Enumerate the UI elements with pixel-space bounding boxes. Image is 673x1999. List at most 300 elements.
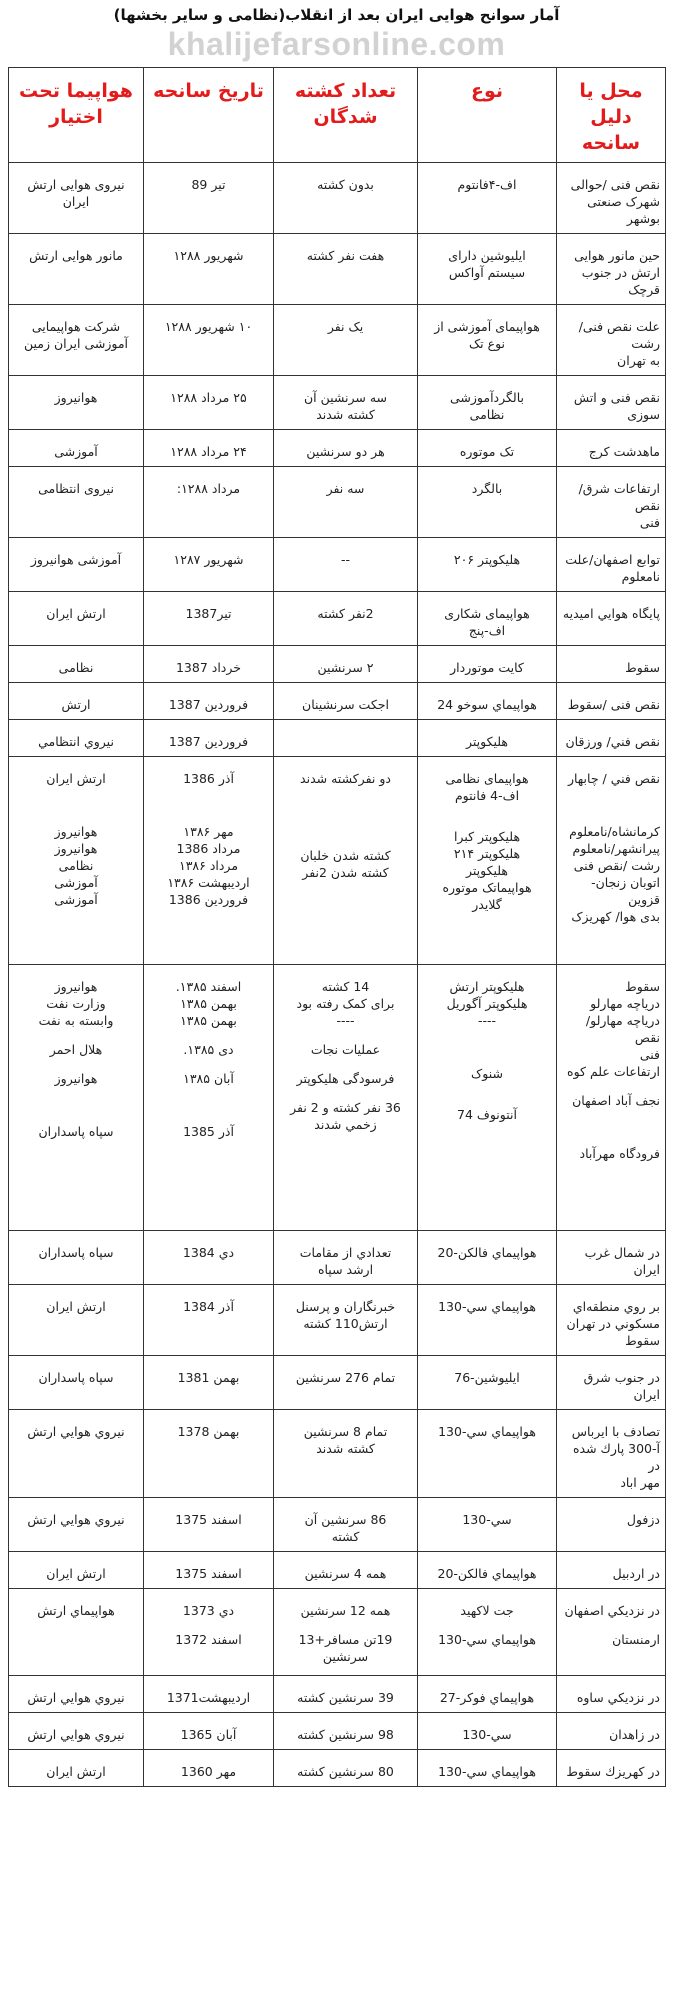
cell-fatalities bbox=[274, 646, 418, 683]
cell-line: شهریور ۱۲۸۸ bbox=[173, 248, 244, 263]
cell-line: شرکت هواپیمایی bbox=[31, 319, 121, 334]
cell-line bbox=[149, 787, 268, 799]
cell-line: نيروي انتظامي bbox=[38, 734, 114, 749]
cell-line: مهر اباد bbox=[620, 1475, 660, 1490]
table-row bbox=[9, 1552, 666, 1589]
cell-line bbox=[14, 811, 138, 823]
cell-line: هوانیروز bbox=[54, 824, 98, 839]
cell-line: سپاه پاسداران bbox=[38, 1124, 114, 1139]
cell-line: شهریور ۱۲۸۷ bbox=[173, 552, 244, 567]
cell-type bbox=[418, 1356, 557, 1410]
cell-line: تعدادي از مقامات bbox=[299, 1245, 392, 1260]
cell-type bbox=[418, 430, 557, 467]
cell-line: ارتش ایران bbox=[46, 771, 106, 786]
cell-line: در نزديكي ساوه bbox=[576, 1690, 660, 1705]
cell-operator bbox=[9, 467, 144, 538]
cell-line: سه سرنشین آن bbox=[303, 390, 388, 405]
cell-line: عملیات نجات bbox=[310, 1042, 381, 1057]
cell-type bbox=[418, 1285, 557, 1356]
cell-line: 80 سرنشين كشته bbox=[297, 1764, 394, 1779]
cell-type bbox=[418, 1552, 557, 1589]
cell-line: آ-300 پارك شده در bbox=[572, 1441, 660, 1473]
cell-line: بهمن 1381 bbox=[177, 1370, 240, 1385]
cell-line: علت نقص فنی/رشت bbox=[578, 319, 660, 351]
cell-location bbox=[557, 1410, 666, 1498]
cell-line bbox=[562, 1121, 660, 1133]
cell-line: 39 سرنشين كشته bbox=[297, 1690, 394, 1705]
cell-operator bbox=[9, 1356, 144, 1410]
cell-line: ماهدشت کرج bbox=[588, 444, 660, 459]
cell-line bbox=[279, 1058, 412, 1070]
table-row bbox=[9, 163, 666, 234]
cell-line: دی ۱۳۸۵. bbox=[183, 1042, 234, 1057]
cell-line: بدی هوا/ کهریزک bbox=[571, 909, 660, 924]
cell-line: هلیکوپتر ۲۱۴ bbox=[453, 846, 521, 861]
cell-fatalities bbox=[274, 1285, 418, 1356]
cell-line: آموزشی هوانیروز bbox=[30, 552, 122, 567]
cell-line: در جنوب شرق ايران bbox=[583, 1370, 660, 1402]
cell-operator bbox=[9, 163, 144, 234]
cell-line: شنوک bbox=[471, 1066, 503, 1081]
cell-line: جت لاكهيد bbox=[460, 1603, 514, 1618]
cell-type bbox=[418, 1231, 557, 1285]
cell-line bbox=[562, 799, 660, 811]
cell-line: مرداد ۱۲۸۸: bbox=[176, 481, 241, 496]
cell-line: نقص فني / چابهار bbox=[567, 771, 660, 786]
cell-line: فروردين 1387 bbox=[168, 734, 249, 749]
cell-line bbox=[562, 1133, 660, 1145]
cell-operator bbox=[9, 1285, 144, 1356]
cell-fatalities bbox=[274, 305, 418, 376]
cell-date bbox=[144, 430, 274, 467]
cell-location bbox=[557, 1356, 666, 1410]
cell-line: هواپيماي فوكر-27 bbox=[439, 1690, 535, 1705]
cell-line: نيروي هوايي ارتش bbox=[27, 1424, 125, 1439]
cell-line: سقوط bbox=[625, 979, 660, 994]
cell-line bbox=[423, 1619, 551, 1631]
cell-line: آموزشی bbox=[54, 444, 98, 459]
cell-line: یک نفر bbox=[327, 319, 364, 334]
cell-line: ارتش در جنوب قرچک bbox=[581, 265, 660, 297]
cell-date bbox=[144, 965, 274, 1231]
cell-location bbox=[557, 720, 666, 757]
cell-type bbox=[418, 1750, 557, 1787]
cell-line: سیستم آواکس bbox=[448, 265, 526, 280]
cell-line bbox=[14, 1099, 138, 1111]
cell-location bbox=[557, 757, 666, 965]
cell-date bbox=[144, 376, 274, 430]
cell-line: سي-130 bbox=[462, 1727, 512, 1742]
cell-date bbox=[144, 1498, 274, 1552]
cell-line: ارتش ايران bbox=[46, 1764, 106, 1779]
cell-line bbox=[562, 787, 660, 799]
cell-fatalities bbox=[274, 965, 418, 1231]
cell-line: هواپيماي سي-130 bbox=[438, 1764, 536, 1779]
cell-line: آموزشی ایران زمین bbox=[23, 336, 129, 351]
cell-line: نظامی bbox=[58, 660, 94, 675]
cell-date bbox=[144, 234, 274, 305]
cell-line: سه نفر bbox=[326, 481, 365, 496]
cell-line: هلیکوپتر ارتش bbox=[449, 979, 525, 994]
cell-operator bbox=[9, 1750, 144, 1787]
cell-fatalities bbox=[274, 1231, 418, 1285]
cell-line: 36 نفر کشته و 2 نفر bbox=[290, 1100, 401, 1115]
cell-fatalities bbox=[274, 592, 418, 646]
cell-fatalities bbox=[274, 1552, 418, 1589]
cell-operator bbox=[9, 305, 144, 376]
cell-line: نیروی انتظامی bbox=[38, 481, 114, 496]
cell-line: ارتفاعات شرق/نقص bbox=[578, 481, 660, 513]
table-row bbox=[9, 1356, 666, 1410]
table-row bbox=[9, 592, 666, 646]
cell-line: سرنشين bbox=[322, 1649, 369, 1664]
cell-line: پايگاه هوايي اميديه bbox=[562, 606, 660, 621]
cell-type bbox=[418, 467, 557, 538]
cell-line: اسفند ۱۳۸۵. bbox=[175, 979, 242, 994]
cell-location bbox=[557, 234, 666, 305]
cell-line: دي 1373 bbox=[182, 1603, 235, 1618]
cell-type bbox=[418, 1676, 557, 1713]
cell-date bbox=[144, 1285, 274, 1356]
cell-operator bbox=[9, 1552, 144, 1589]
cell-line bbox=[423, 1041, 551, 1053]
cell-line: نقص فنی و اتش bbox=[573, 390, 660, 405]
cell-line: نظامی bbox=[469, 407, 505, 422]
cell-date bbox=[144, 1410, 274, 1498]
cell-line: در اردبيل bbox=[612, 1566, 660, 1581]
cell-line: كايت موتوردار bbox=[450, 660, 524, 675]
cell-line: پيرانشهر/نامعلوم bbox=[572, 841, 660, 856]
cell-location bbox=[557, 1285, 666, 1356]
cell-line: در زاهدان bbox=[609, 1727, 660, 1742]
header-row bbox=[9, 68, 666, 163]
header-fatalities: تعداد کشته شدگان bbox=[274, 68, 418, 163]
cell-line: نيروي هوايي ارتش bbox=[27, 1512, 125, 1527]
cell-line: هواپيماي ارتش bbox=[37, 1603, 115, 1618]
cell-date bbox=[144, 757, 274, 965]
cell-line bbox=[423, 804, 551, 816]
cell-line bbox=[149, 811, 268, 823]
cell-date bbox=[144, 1356, 274, 1410]
cell-line: هلیکوپتر آگوریل bbox=[446, 996, 528, 1011]
cell-line: تیر 89 bbox=[191, 177, 226, 192]
cell-line bbox=[423, 1082, 551, 1094]
cell-line: دو نفرکشته شدند bbox=[300, 771, 391, 786]
table-row bbox=[9, 720, 666, 757]
cell-fatalities bbox=[274, 1356, 418, 1410]
cell-line bbox=[279, 835, 412, 847]
cell-line bbox=[562, 811, 660, 823]
cell-line: هوانیروز bbox=[54, 841, 98, 856]
cell-line: ۲ سرنشين bbox=[317, 660, 374, 675]
cell-operator bbox=[9, 757, 144, 965]
table-row bbox=[9, 467, 666, 538]
cell-line: سپاه پاسداران bbox=[38, 1370, 114, 1385]
cell-operator bbox=[9, 683, 144, 720]
cell-line bbox=[14, 799, 138, 811]
cell-line: 98 سرنشين كشته bbox=[297, 1727, 394, 1742]
cell-line: ارديبهشت1371 bbox=[166, 1690, 251, 1705]
cell-line: سقوط bbox=[625, 1333, 660, 1348]
cell-line: بالگردآموزشی bbox=[449, 390, 525, 405]
cell-line: برای کمک رفته بود bbox=[296, 996, 395, 1011]
cell-operator bbox=[9, 1589, 144, 1676]
cell-line: ---- bbox=[477, 1013, 497, 1028]
cell-line bbox=[562, 1619, 660, 1631]
cell-line bbox=[562, 1109, 660, 1121]
cell-operator bbox=[9, 1713, 144, 1750]
cell-line: هلیکوپتر کبرا bbox=[453, 829, 521, 844]
table-row bbox=[9, 305, 666, 376]
table-row bbox=[9, 234, 666, 305]
cell-location bbox=[557, 1713, 666, 1750]
header-location: محل یا دلیل سانحه bbox=[557, 68, 666, 163]
cell-line: بهمن 1378 bbox=[177, 1424, 240, 1439]
cell-line: توابع اصفهان/علت bbox=[565, 552, 660, 567]
cell-location bbox=[557, 1676, 666, 1713]
cell-date bbox=[144, 163, 274, 234]
cell-line: نوع تک bbox=[468, 336, 506, 351]
cell-line: اف-پنج bbox=[468, 623, 506, 638]
cell-line bbox=[14, 1029, 138, 1041]
cell-type bbox=[418, 234, 557, 305]
cell-line: در كهريزك سقوط bbox=[566, 1764, 660, 1779]
cell-line bbox=[149, 1111, 268, 1123]
cell-line: هفت نفر کشته bbox=[306, 248, 385, 263]
cell-line bbox=[423, 816, 551, 828]
cell-fatalities bbox=[274, 757, 418, 965]
cell-line: آذر 1386 bbox=[183, 771, 234, 786]
cell-line: نیروی هوایی ارتش bbox=[27, 177, 125, 192]
cell-type bbox=[418, 1713, 557, 1750]
cell-line: آذر 1385 bbox=[183, 1124, 234, 1139]
cell-line: کشته شدن خلبان bbox=[300, 848, 391, 863]
cell-type bbox=[418, 683, 557, 720]
cell-operator bbox=[9, 538, 144, 592]
cell-type bbox=[418, 163, 557, 234]
cell-line bbox=[279, 823, 412, 835]
cell-line: سپاه پاسداران bbox=[38, 1245, 114, 1260]
cell-line: مانور هوایی ارتش bbox=[29, 248, 123, 263]
cell-date bbox=[144, 1676, 274, 1713]
cell-type bbox=[418, 720, 557, 757]
cell-date bbox=[144, 1750, 274, 1787]
cell-line: فرودگاه مهرآباد bbox=[579, 1146, 660, 1161]
cell-date bbox=[144, 305, 274, 376]
cell-operator bbox=[9, 1231, 144, 1285]
cell-fatalities bbox=[274, 376, 418, 430]
cell-line: خرداد 1387 bbox=[175, 660, 241, 675]
cell-type bbox=[418, 1498, 557, 1552]
cell-line: 14 کشته bbox=[321, 979, 370, 994]
cell-line: 86 سرنشين آن bbox=[304, 1512, 387, 1527]
cell-line bbox=[14, 1058, 138, 1070]
cell-line: ۲۴ مرداد ۱۲۸۸ bbox=[170, 444, 247, 459]
cell-line: به تهران bbox=[617, 353, 660, 368]
cell-line: مرداد ۱۳۸۶ bbox=[178, 858, 239, 873]
cell-line: فنی bbox=[639, 1047, 660, 1062]
cell-line: هواپیمای نظامی bbox=[445, 771, 529, 786]
cell-line: ايليوشين-76 bbox=[454, 1370, 520, 1385]
cell-line: کشته شدن 2نفر bbox=[302, 865, 389, 880]
cell-line: خبرنگاران و پرسنل bbox=[295, 1299, 396, 1314]
cell-line: اسفند 1375 bbox=[175, 1512, 242, 1527]
cell-fatalities bbox=[274, 234, 418, 305]
cell-line: ارتش bbox=[61, 697, 91, 712]
cell-fatalities bbox=[274, 683, 418, 720]
cell-operator bbox=[9, 1676, 144, 1713]
cell-fatalities bbox=[274, 1410, 418, 1498]
cell-line: نقص فنی /حوالی bbox=[570, 177, 660, 192]
cell-operator bbox=[9, 720, 144, 757]
cell-line: در نزديكي اصفهان bbox=[564, 1603, 660, 1618]
cell-line: اسفند 1372 bbox=[175, 1632, 242, 1647]
cell-line: ارتش ايران bbox=[46, 1566, 106, 1581]
cell-line: كشته bbox=[331, 1529, 360, 1544]
cell-line: ارتش ايران bbox=[46, 1299, 106, 1314]
cell-line: هواپيماي سي-130 bbox=[438, 1632, 536, 1647]
cell-line bbox=[423, 1094, 551, 1106]
cell-operator bbox=[9, 234, 144, 305]
cell-line: اف-4 فانتوم bbox=[454, 788, 520, 803]
cell-line: اسفند 1375 bbox=[175, 1566, 242, 1581]
cell-type bbox=[418, 1410, 557, 1498]
cell-location bbox=[557, 538, 666, 592]
cell-location bbox=[557, 305, 666, 376]
table-row bbox=[9, 1713, 666, 1750]
cell-line: بهمن ۱۳۸۵ bbox=[180, 1013, 237, 1028]
cell-date bbox=[144, 1713, 274, 1750]
cell-line bbox=[149, 1619, 268, 1631]
cell-line bbox=[149, 1087, 268, 1099]
cell-line: نجف آباد اصفهان bbox=[572, 1093, 660, 1108]
cell-line: ارتش ايران bbox=[46, 606, 106, 621]
cell-line: شهرک صنعتی bbox=[587, 194, 660, 209]
table-row bbox=[9, 538, 666, 592]
table-row bbox=[9, 1498, 666, 1552]
cell-date bbox=[144, 467, 274, 538]
cell-line: هوانیروز bbox=[54, 979, 98, 994]
cell-line: نقص فنی /سقوط bbox=[567, 697, 660, 712]
cell-line: ارتش110 كشته bbox=[303, 1316, 388, 1331]
header-operator: هواپیما تحت اختیار bbox=[9, 68, 144, 163]
cell-fatalities bbox=[274, 467, 418, 538]
cell-line: هواپیماتک موتوره bbox=[442, 880, 532, 895]
cell-type bbox=[418, 1589, 557, 1676]
cell-location bbox=[557, 1589, 666, 1676]
cell-line: كشته شدند bbox=[316, 1441, 375, 1456]
cell-fatalities bbox=[274, 538, 418, 592]
cell-type bbox=[418, 965, 557, 1231]
table-row bbox=[9, 1231, 666, 1285]
cell-line bbox=[279, 1087, 412, 1099]
table-row bbox=[9, 1589, 666, 1676]
header-date: تاریخ سانحه bbox=[144, 68, 274, 163]
cell-line bbox=[14, 787, 138, 799]
cell-line: آبان 1365 bbox=[180, 1727, 237, 1742]
cell-line: هواپيماي سي-130 bbox=[438, 1299, 536, 1314]
cell-line: سوزی bbox=[627, 407, 660, 422]
cell-date bbox=[144, 538, 274, 592]
cell-date bbox=[144, 1231, 274, 1285]
cell-line: ارمنستان bbox=[612, 1632, 660, 1647]
cell-line: دي 1384 bbox=[182, 1245, 235, 1260]
cell-line: بر روي منطقه‌اي bbox=[572, 1299, 660, 1314]
cell-line: ۲۵ مرداد ۱۲۸۸ bbox=[170, 390, 247, 405]
cell-date bbox=[144, 646, 274, 683]
cell-line: وزارت نفت bbox=[46, 996, 106, 1011]
cell-line: بالگرد bbox=[471, 481, 503, 496]
cell-line: حین مانور هوایی bbox=[574, 248, 660, 263]
cell-line bbox=[149, 799, 268, 811]
cell-line: ارشد سپاه bbox=[317, 1262, 374, 1277]
cell-line: ایران bbox=[62, 194, 90, 209]
cell-line: اتوبان زنجان-قزوین bbox=[591, 875, 660, 907]
cell-line: دزفول bbox=[626, 1512, 660, 1527]
cell-line bbox=[423, 1029, 551, 1041]
cell-line: فرسودگی هلیکوپتر bbox=[296, 1071, 395, 1086]
cell-line: مسكوني در تهران bbox=[566, 1316, 660, 1331]
table-row bbox=[9, 376, 666, 430]
cell-line: مرداد 1386 bbox=[176, 841, 241, 856]
cell-line: هليكوپتر bbox=[465, 734, 508, 749]
watermark: khalijefarsonline.com bbox=[167, 26, 506, 62]
cell-line bbox=[279, 799, 412, 811]
cell-line: ۱۰ شهریور ۱۲۸۸ bbox=[164, 319, 253, 334]
cell-location bbox=[557, 467, 666, 538]
cell-line: همه 12 سرنشين bbox=[300, 1603, 391, 1618]
cell-line: آبان ۱۳۸۵ bbox=[183, 1071, 234, 1086]
cell-type bbox=[418, 646, 557, 683]
table-row bbox=[9, 683, 666, 720]
cell-operator bbox=[9, 646, 144, 683]
cell-line: همه 4 سرنشين bbox=[304, 1566, 387, 1581]
cell-line: هلیکوپتر bbox=[465, 863, 508, 878]
cell-line: مهر ۱۳۸۶ bbox=[183, 824, 234, 839]
cell-line: نيروي هوايي ارتش bbox=[27, 1690, 125, 1705]
cell-line: اجكت سرنشينان bbox=[302, 697, 389, 712]
cell-fatalities bbox=[274, 1589, 418, 1676]
cell-line: بوشهر bbox=[626, 211, 660, 226]
cell-line: هر دو سرنشین bbox=[306, 444, 385, 459]
cell-line: آموزشی bbox=[54, 875, 98, 890]
cell-location bbox=[557, 1498, 666, 1552]
cell-line: آموزشی bbox=[54, 892, 98, 907]
cell-line: بهمن ۱۳۸۵ bbox=[180, 996, 237, 1011]
table-row bbox=[9, 646, 666, 683]
cell-line: فروردين 1387 bbox=[168, 697, 249, 712]
cell-type bbox=[418, 592, 557, 646]
crash-table bbox=[8, 67, 666, 1787]
cell-line: ارتفاعات علم کوه bbox=[567, 1064, 660, 1079]
cell-line bbox=[279, 1619, 412, 1631]
cell-line bbox=[423, 1053, 551, 1065]
cell-line: تير1387 bbox=[185, 606, 232, 621]
cell-line: فنی bbox=[639, 515, 660, 530]
cell-date bbox=[144, 683, 274, 720]
table-row bbox=[9, 1410, 666, 1498]
cell-line: سي-130 bbox=[462, 1512, 512, 1527]
cell-line: زخمي شدند bbox=[314, 1117, 377, 1132]
cell-line: وابسته به نفت bbox=[38, 1013, 114, 1028]
cell-location bbox=[557, 965, 666, 1231]
cell-fatalities bbox=[274, 1750, 418, 1787]
cell-line: هواپیمای آموزشی از bbox=[434, 319, 540, 334]
cell-type bbox=[418, 376, 557, 430]
cell-operator bbox=[9, 430, 144, 467]
cell-line: ایلیوشین دارای bbox=[448, 248, 526, 263]
cell-line: بدون کشته bbox=[317, 177, 374, 192]
